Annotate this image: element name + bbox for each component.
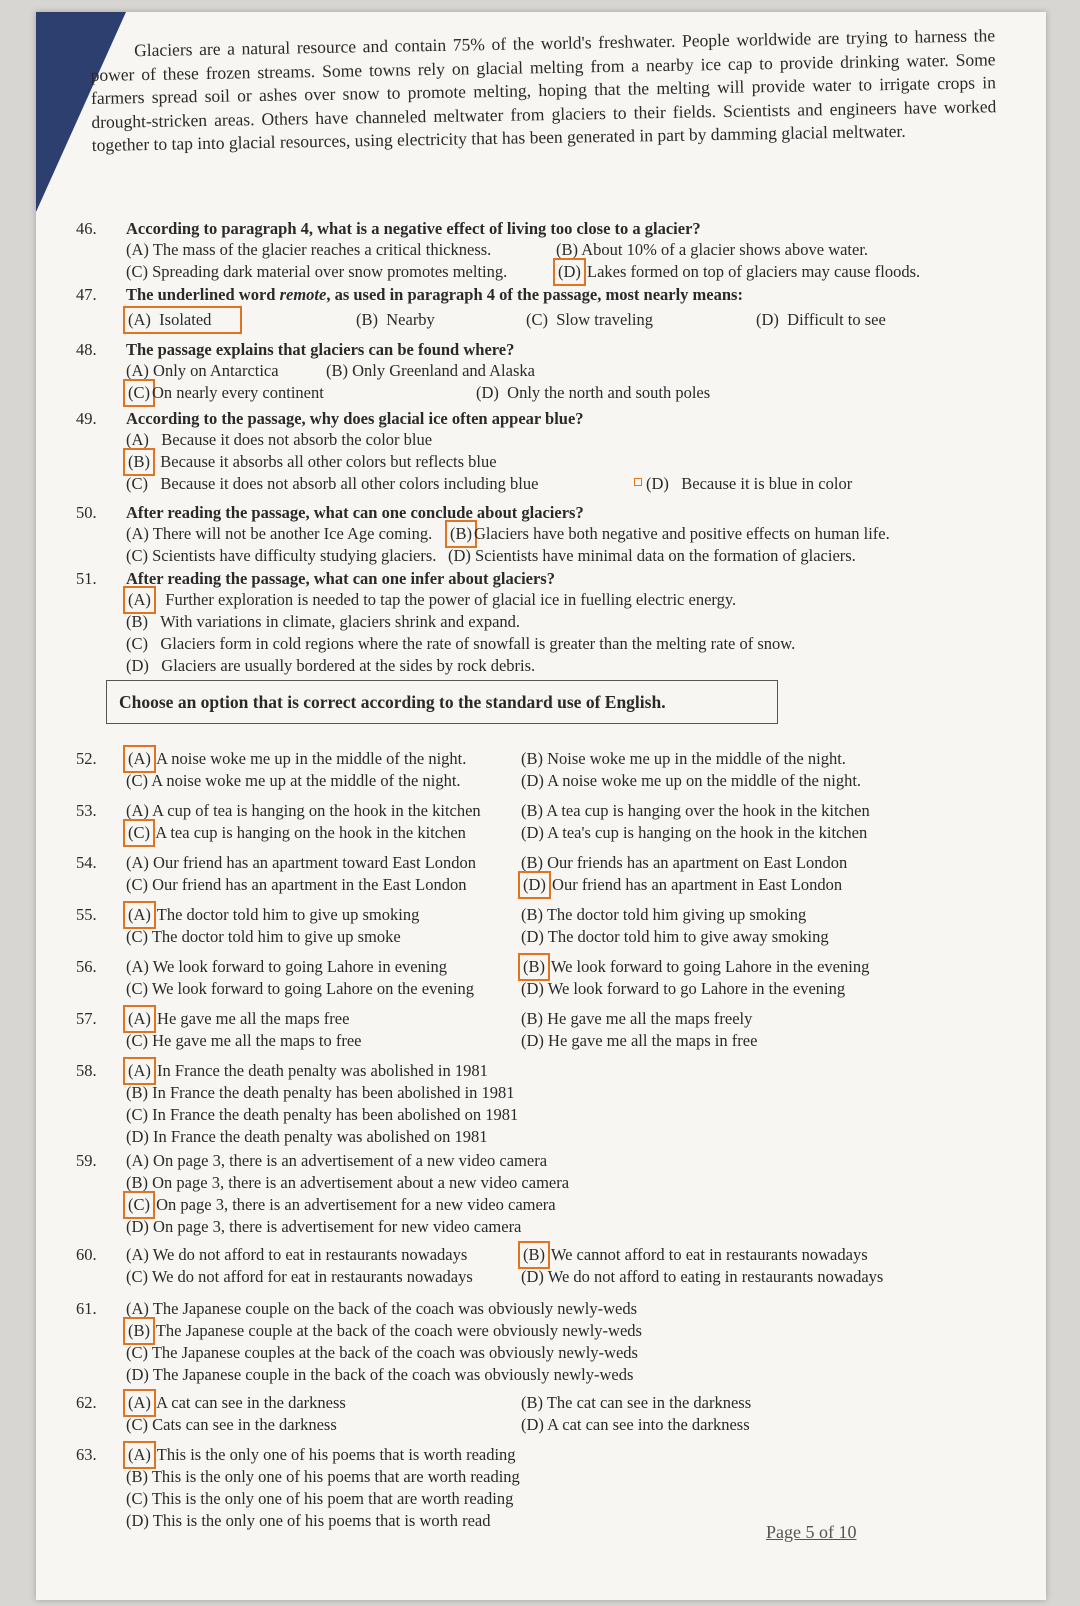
question-number: 58. [76,1061,97,1080]
answer-mark: (B) [128,452,150,471]
question-57 [76,1008,1026,1052]
option-a-selected[interactable]: (A) This is the only one of his poems that is worth reading [128,1445,516,1464]
question-54 [76,852,1026,896]
question-59 [76,1150,1026,1238]
option-b[interactable]: (B) The cat can see in the darkness [521,1393,752,1412]
option-b[interactable]: (B) Nearby [356,310,435,329]
option-d[interactable]: (D) A noise woke me up on the middle of the night. [521,771,862,790]
option-a[interactable]: (A) We look forward to going Lahore in evening [126,957,447,976]
question-number: 62. [76,1393,97,1412]
option-a[interactable]: (A) The mass of the glacier reaches a critical thickness. [126,240,492,259]
answer-mark: (C) [128,823,150,842]
option-a[interactable]: (A) Only on Antarctica [126,361,279,380]
option-c[interactable]: (C) This is the only one of his poem that are worth reading [126,1489,514,1508]
option-d[interactable]: (D) The Japanese couple in the back of the coach was obviously newly-weds [126,1365,634,1384]
option-c[interactable]: (C) Cats can see in the darkness [126,1415,337,1434]
option-d[interactable]: (D) Glaciers are usually bordered at the sides by rock debris. [126,656,536,675]
question-stem: After reading the passage, what can one infer about glaciers? [126,569,555,588]
answer-mark: (C) [128,383,150,402]
option-a[interactable]: (A) On page 3, there is an advertisement of a new video camera [126,1151,548,1170]
question-number: 60. [76,1245,97,1264]
option-b-selected[interactable]: (B) We look forward to going Lahore in the evening [523,957,870,976]
option-b[interactable]: (B) He gave me all the maps freely [521,1009,753,1028]
option-a-selected[interactable]: (A) A cat can see in the darkness [128,1393,346,1412]
question-number: 51. [76,569,97,588]
question-number: 59. [76,1151,97,1170]
section-heading: Choose an option that is correct according to the standard use of English. [106,680,778,724]
question-61 [76,1298,1026,1386]
option-b[interactable]: (B) About 10% of a glacier shows above water. [556,240,869,259]
option-a-selected[interactable]: (A) A noise woke me up in the middle of the night. [128,749,467,768]
option-d[interactable]: (D) We do not afford to eating in restaurants nowadays [521,1267,884,1286]
option-b[interactable]: (B) This is the only one of his poems that are worth reading [126,1467,520,1486]
stray-mark [634,478,642,486]
question-48 [76,339,1001,404]
question-number: 54. [76,853,97,872]
option-a[interactable]: (A) Our friend has an apartment toward East London [126,853,477,872]
question-number: 57. [76,1009,97,1028]
option-c[interactable]: (C) The Japanese couples at the back of the coach was obviously newly-weds [126,1343,638,1362]
option-a-selected[interactable]: (A) Further exploration is needed to tap the power of glacial ice in fuelling electric energy. [128,590,737,609]
question-number: 50. [76,503,97,522]
question-63 [76,1444,1026,1532]
answer-mark: (A) [128,1393,151,1412]
question-number: 47. [76,285,97,304]
option-a[interactable]: (A) The Japanese couple on the back of the coach was obviously newly-weds [126,1299,638,1318]
question-55 [76,904,1026,948]
option-d-selected[interactable]: (D) Our friend has an apartment in East London [523,875,843,894]
option-d[interactable]: (D) The doctor told him to give away smoking [521,927,829,946]
question-56 [76,956,1026,1000]
option-d[interactable]: (D) Because it is blue in color [646,474,853,493]
question-49 [76,408,1001,495]
question-number: 52. [76,749,97,768]
question-stem: According to paragraph 4, what is a negative effect of living too close to a glacier? [126,219,701,238]
question-53 [76,800,1026,844]
option-a-selected[interactable]: (A) In France the death penalty was abolished in 1981 [128,1061,488,1080]
option-c-selected[interactable]: (C) On page 3, there is an advertisement for a new video camera [128,1195,556,1214]
question-number: 46. [76,219,97,238]
option-b-selected[interactable]: (B) Because it absorbs all other colors but reflects blue [128,452,497,471]
option-c[interactable]: (C) In France the death penalty has been abolished on 1981 [126,1105,519,1124]
option-c[interactable]: (C) Spreading dark material over snow promotes melting. [126,262,508,281]
question-50 [76,502,1001,567]
question-number: 63. [76,1445,97,1464]
answer-mark: (A) [128,590,151,609]
option-d[interactable]: (D) He gave me all the maps in free [521,1031,758,1050]
question-46 [76,218,1001,283]
answer-mark: (A) [128,749,151,768]
option-c[interactable]: (C) He gave me all the maps to free [126,1031,362,1050]
option-c[interactable]: (C) Because it does not absorb all other colors including blue [126,474,539,493]
passage-paragraph [90,24,997,157]
question-62 [76,1392,1026,1436]
option-a[interactable]: (A) There will not be another Ice Age coming. [126,524,433,543]
option-d[interactable]: (D) Difficult to see [756,310,886,329]
option-c[interactable]: (C) Glaciers form in cold regions where the rate of snowfall is greater than the melting rate of snow. [126,634,796,653]
question-number: 53. [76,801,97,820]
option-a[interactable]: (A) Because it does not absorb the color blue [126,430,433,449]
option-b-selected[interactable]: (B) We cannot afford to eat in restaurants nowadays [523,1245,868,1264]
option-b[interactable]: (B) The doctor told him giving up smoking [521,905,807,924]
answer-mark: (B) [523,1245,545,1264]
question-number: 48. [76,340,97,359]
passage-text: Glaciers are a natural resource and contain 75% of the world's freshwater. People worldwide are trying to harness the power of these frozen streams. Some towns rely on glacial melting from a nearby ice cap to provide drinking water. Some farmers spread soil or ashes over snow to promote melting, hoping that the melting will provide water to irrigate crops in drought-stricken areas. Others have channeled meltwater from glaciers to their fields. Scientists and engineers have worked together to tap into glacial resources, using electricity that has been generated in part by damming glacial meltwater. [90,25,997,155]
option-a-selected[interactable]: (A) He gave me all the maps free [128,1009,350,1028]
question-stem: The passage explains that glaciers can be found where? [126,340,515,359]
question-47: 47. The underlined word remote, as used in paragraph 4 of the passage, most nearly means: (A) Isolated (B) Nearby (C) Slow traveling (D) Difficult to see [76,285,886,329]
option-b-selected[interactable]: (B) The Japanese couple at the back of the coach were obviously newly-weds [128,1321,642,1340]
option-c[interactable]: (C) We look forward to going Lahore on the evening [126,979,474,998]
option-d[interactable]: (D) Scientists have minimal data on the formation of glaciers. [448,546,856,565]
question-51 [76,568,1001,677]
answer-mark: (A) [128,1445,151,1464]
option-d[interactable]: (D) A tea's cup is hanging on the hook in the kitchen [521,823,868,842]
answer-mark: (A) [128,1009,151,1028]
answer-mark: (B) [128,1321,150,1340]
option-d[interactable]: (D) This is the only one of his poems that is worth read [126,1511,491,1530]
answer-mark: (C) [128,1195,150,1214]
option-c[interactable]: (C) We do not afford for eat in restaurants nowadays [126,1267,473,1286]
exam-page [36,12,1046,1600]
answer-mark: (B) [450,524,472,543]
option-d[interactable]: (D) A cat can see into the darkness [521,1415,750,1434]
option-d[interactable]: (D) On page 3, there is advertisement for new video camera [126,1217,522,1236]
option-b[interactable]: (B) A tea cup is hanging over the hook in the kitchen [521,801,870,820]
question-number: 61. [76,1299,97,1318]
option-d[interactable]: (D) In France the death penalty was abolished on 1981 [126,1127,488,1146]
option-a-selected[interactable]: (A) The doctor told him to give up smoking [128,905,420,924]
option-b[interactable]: (B) Only Greenland and Alaska [326,361,535,380]
option-c[interactable]: (C) Slow traveling [526,310,653,329]
option-a[interactable]: (A) A cup of tea is hanging on the hook in the kitchen [126,801,481,820]
option-b[interactable]: (B) In France the death penalty has been abolished in 1981 [126,1083,515,1102]
question-60 [76,1244,1026,1288]
option-c[interactable]: (C) Our friend has an apartment in the East London [126,875,467,894]
option-b-selected[interactable]: (B) Glaciers have both negative and positive effects on human life. [450,524,890,543]
question-number: 56. [76,957,97,976]
option-c[interactable]: (C) Scientists have difficulty studying glaciers. [126,546,437,565]
question-58 [76,1060,1026,1148]
option-b[interactable]: (B) With variations in climate, glaciers shrink and expand. [126,612,521,631]
answer-mark: (D) [523,875,546,894]
answer-mark: (A) [128,905,151,924]
option-a[interactable]: (A) We do not afford to eat in restaurants nowadays [126,1245,468,1264]
answer-mark: (B) [523,957,545,976]
option-b[interactable]: (B) Noise woke me up in the middle of the night. [521,749,846,768]
answer-mark: (A) [128,1061,151,1080]
answer-mark: (D) [558,262,581,281]
option-d[interactable]: (D) Only the north and south poles [476,383,711,402]
option-c-selected[interactable]: (C) A tea cup is hanging on the hook in the kitchen [128,823,466,842]
option-b[interactable]: (B) Our friends has an apartment on East London [521,853,848,872]
option-d-selected[interactable]: (D) Lakes formed on top of glaciers may cause floods. [558,262,921,281]
option-c-selected[interactable]: (C) On nearly every continent [128,383,324,402]
page-number: Page 5 of 10 [766,1522,857,1542]
question-number: 55. [76,905,97,924]
option-c[interactable]: (C) A noise woke me up at the middle of the night. [126,771,461,790]
question-stem: According to the passage, why does glacial ice often appear blue? [126,409,584,428]
option-c[interactable]: (C) The doctor told him to give up smoke [126,927,401,946]
underlined-word: remote [279,285,327,304]
option-d[interactable]: (D) We look forward to go Lahore in the evening [521,979,846,998]
question-number: 49. [76,409,97,428]
question-52 [76,748,1026,792]
option-b[interactable]: (B) On page 3, there is an advertisement about a new video camera [126,1173,570,1192]
option-a-selected[interactable]: (A) Isolated [126,309,356,331]
question-stem: After reading the passage, what can one conclude about glaciers? [126,503,584,522]
